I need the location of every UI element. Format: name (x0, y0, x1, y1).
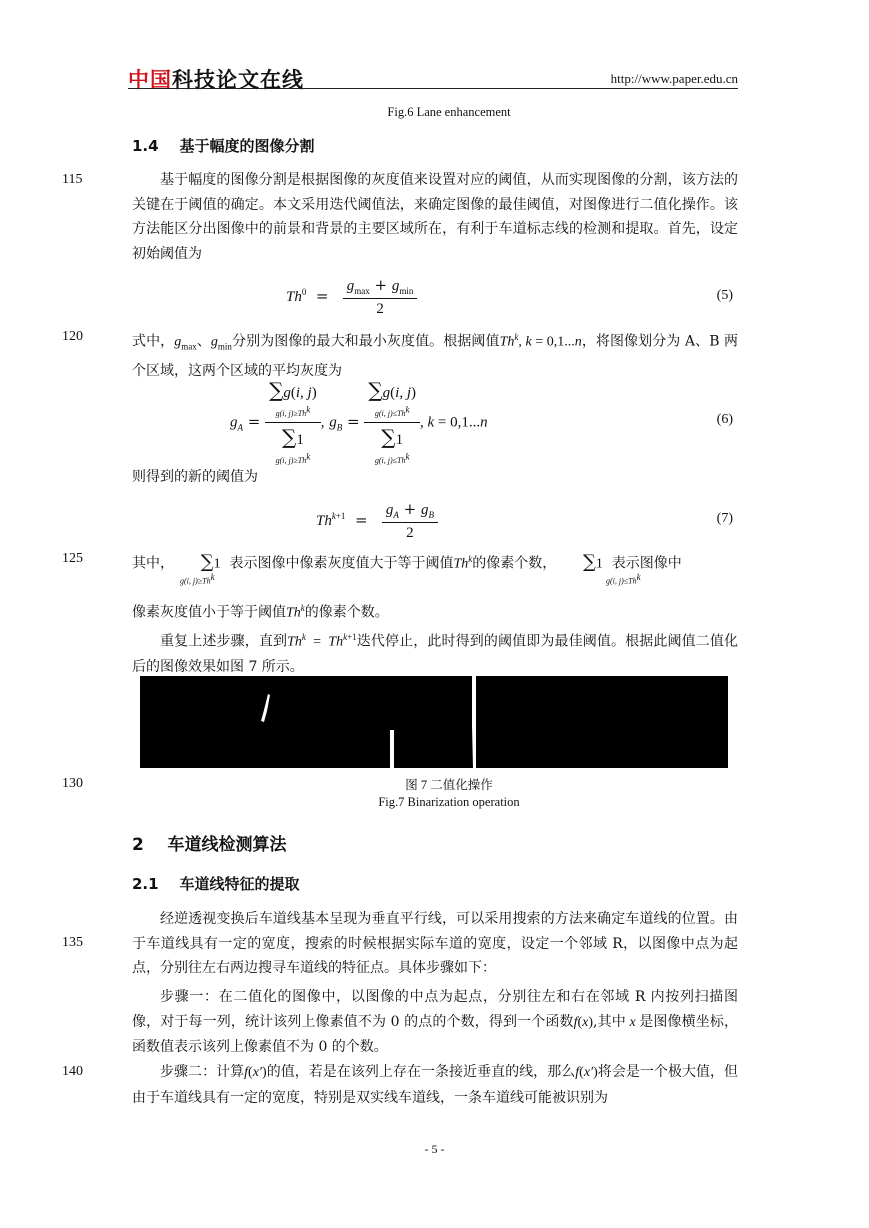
equation-7: $Th^{k+1}$ = $\frac{g_A + g_B}{2}$ (316, 500, 438, 542)
lane-line-center (390, 730, 394, 768)
paragraph-8: 步骤一：在二值化的图像中，以图像的中点为起点，分别往左和右在邻域 R 内按列扫描图像，对于每一列，统计该列上像素值不为 0 的点的个数，得到一个函数f(x),其中 x 是图像横坐标，函数值表示该列上像素值不为 0 的个数。 (132, 989, 739, 1055)
paragraph-2: 式中，$g_{max}$、$g_{min}$分别为图像的最大和最小灰度值。根据阈值Th$^k$, k = 0,1...n，将图像划分为 A、B 两个区域，这两个区域的平均灰度为 (132, 332, 739, 379)
paragraph-9: 步骤二：计算f(x′)的值，若是在该列上存在一条接近垂直的线，那么f(x′)将会是一个极大值，但由于车道线具有一定的宽度，特别是双实线车道线，一条车道线可能被识别为 (132, 1064, 739, 1106)
section-heading-2: 2 车道线检测算法 (132, 835, 287, 855)
fig7-caption-cn: 图 7 二值化操作 (405, 778, 493, 792)
header-url[interactable]: http://www.paper.edu.cn (610, 71, 738, 86)
equation-5: Th$^0$ = $\frac{g_{max} + g_{min}}{2}$ (286, 276, 417, 318)
line-number: 120 (62, 329, 83, 344)
paragraph-4: 其中， ∑1 表示图像中像素灰度值大于等于阈值Th$^k$的像素个数， ∑1 表示图像中 (132, 551, 682, 573)
header-rule (128, 88, 738, 89)
binarization-figure (140, 676, 728, 768)
sum-subscript: g(i, $j)\ge Th^k$ (180, 572, 215, 586)
paragraph-7: 经逆透视变换后车道线基本呈现为垂直平行线，可以采用搜索的方法来确定车道线的位置。由于车道线具有一定的宽度，搜索的时候根据实际车道的宽度，设定一个邻域 R，以图像中点为起点，分别往左右两边搜寻车道线的特征点。具体步骤如下： (132, 911, 738, 976)
fig6-caption-en: Fig.6 Lane enhancement (387, 105, 511, 119)
line-number: 130 (62, 776, 83, 791)
line-number: 115 (62, 172, 83, 187)
section-heading-1-4: 1.4 基于幅度的图像分割 (132, 137, 315, 155)
site-logo: 中国科技论文在线 (128, 68, 304, 92)
line-number: 125 (62, 551, 83, 566)
paragraph-1: 基于幅度的图像分割是根据图像的灰度值来设置对应的阈值，从而实现图像的分割，该方法的关键在于阈值的确定。本文采用迭代阈值法，来确定图像的最佳阈值，对图像进行二值化操作。该方法能区分出图像中的前景和背景的主要区域所在，有利于车道标志线的检测和提取。首先，设定初始阈值为 (132, 172, 738, 262)
paragraph-6: 重复上述步骤，直到$Th^k = Th^{k+1}$迭代停止，此时得到的阈值即为最佳阈值。根据此阈值二值化后的图像效果如图 7 所示。 (132, 632, 738, 676)
page-number: - 5 - (424, 1142, 445, 1156)
equation-number: (7) (716, 511, 733, 526)
section-heading-2-1: 2.1 车道线特征的提取 (132, 875, 300, 893)
equation-6: $g_A$ = ∑g(i, j) g(i, $j)\ge Th^k$ ∑1 g(i, $j)\ge Th^k$ , $g_B$ = ∑g(i, j) g(i, $j)\le Th^k$ ∑1 g(i, $j)\le Th^k$ , k = 0,1...n (230, 378, 488, 465)
line-number: 135 (62, 935, 83, 950)
equation-number: (5) (716, 288, 733, 303)
sum-subscript: g(i, $j)\le Th^k$ (606, 572, 641, 586)
fig7-caption-en: Fig.7 Binarization operation (378, 795, 520, 809)
paragraph-5: 像素灰度值小于等于阈值Th$^k$的像素个数。 (132, 603, 389, 621)
line-number: 140 (62, 1064, 83, 1079)
equation-number: (6) (716, 412, 733, 427)
paragraph-3: 则得到的新的阈值为 (132, 469, 258, 485)
binarized-lane-image (140, 676, 728, 768)
